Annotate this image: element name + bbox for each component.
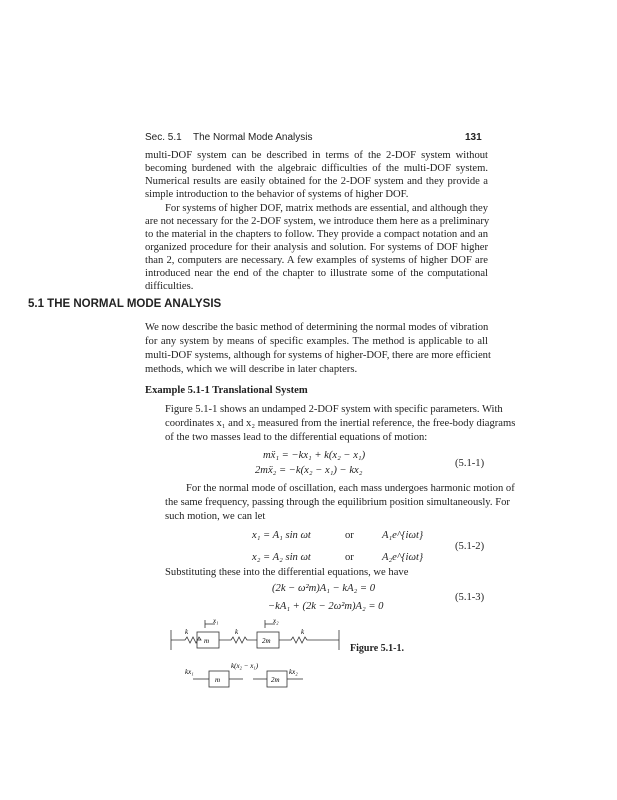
text-line: Substituting these into the differential equations, we have [165,567,409,578]
text-line: for any system by means of specific examples. The method is applicable to all [145,336,488,347]
figure-caption: Figure 5.1-1. [350,643,404,654]
mass-label: m [204,637,210,645]
equation-number: (5.1-2) [455,541,485,552]
equation-line: x₂ = A₂ sin ωt [252,552,311,563]
example-title: Example 5.1-1 Translational System [145,385,308,396]
equation-or: or [345,530,354,541]
spring-label: k [185,628,189,636]
header-section: Sec. 5.1 [145,132,182,143]
equation-line: mẍ₁ = −kx₁ + k(x₂ − x₁) [263,450,366,461]
equation-line: −kA₁ + (2k − 2ω²m)A₂ = 0 [268,601,384,612]
text-line: Figure 5.1-1 shows an undamped 2-DOF system with specific parameters. With [165,404,503,415]
text-line: to the material in the chapters to follow. They provide a compact notation and an [145,229,488,240]
text-line: the same frequency, passing through the equilibrium position simultaneously. For [165,497,510,508]
text-line: For the normal mode of oscillation, each mass undergoes harmonic motion of [186,483,515,494]
text-line: multi-DOF system can be described in terms of the 2-DOF system without [145,150,488,161]
equation-line: A₂e^{iωt} [382,552,424,563]
text-line: multi-DOF systems, although for systems of higher-DOF, there are more efficient [145,350,491,361]
text-line: coordinates x₁ and x₂ measured from the inertial reference, the free-body diagrams [165,418,516,429]
force-label: kx₂ [289,668,298,676]
text-line: organized procedure for their analysis and solution. For systems of DOF higher [145,242,488,253]
text-line: We now describe the basic method of determining the normal modes of vibration [145,322,489,333]
text-line: difficulties. [145,281,194,292]
text-line: simple introduction to the behavior of systems of higher DOF. [145,189,409,200]
text-line: For systems of higher DOF, matrix methods are essential, and although they [165,203,488,214]
text-line: introduced near the end of the chapter to illustrate some of the computational [145,268,488,279]
equation-line: 2mẍ₂ = −k(x₂ − x₁) − kx₂ [255,465,363,476]
mass-label: m [215,676,221,684]
text-line: Numerical results are easily obtained for the 2-DOF system and they provide a [145,176,488,187]
page-number: 131 [465,132,482,143]
spring-label: k [235,628,239,636]
equation-or: or [345,552,354,563]
text-line: becoming burdened with the algebraic difficulties of the multi-DOF system. [145,163,488,174]
spring-label: k [301,628,305,636]
text-line: methods, which we will describe in later chapters. [145,364,358,375]
text-line: than 2, computers are necessary. A few examples of systems of higher DOF are [145,255,488,266]
equation-number: (5.1-3) [455,592,485,603]
coordinate-label: x₁ [213,618,219,625]
text-line: such motion, we can let [165,511,266,522]
mass-label: 2m [262,637,271,645]
text-line: are not necessary for the 2-DOF system, we introduce them here as a preliminary [145,216,490,227]
force-label: kx₁ [185,668,194,676]
coordinate-label: x₂ [273,618,279,625]
mass-label: 2m [271,676,280,684]
equation-line: x₁ = A₁ sin ωt [252,530,311,541]
section-heading: 5.1 THE NORMAL MODE ANALYSIS [28,298,222,310]
equation-line: (2k − ω²m)A₁ − kA₂ = 0 [272,583,376,594]
equation-number: (5.1-1) [455,458,485,469]
text-line: of the two masses lead to the differential equations of motion: [165,432,428,443]
force-label: k(x₂ − x₁) [231,662,259,670]
figure-spring-mass-diagram [165,618,345,698]
header-title: The Normal Mode Analysis [193,132,313,143]
equation-line: A₁e^{iωt} [382,530,424,541]
